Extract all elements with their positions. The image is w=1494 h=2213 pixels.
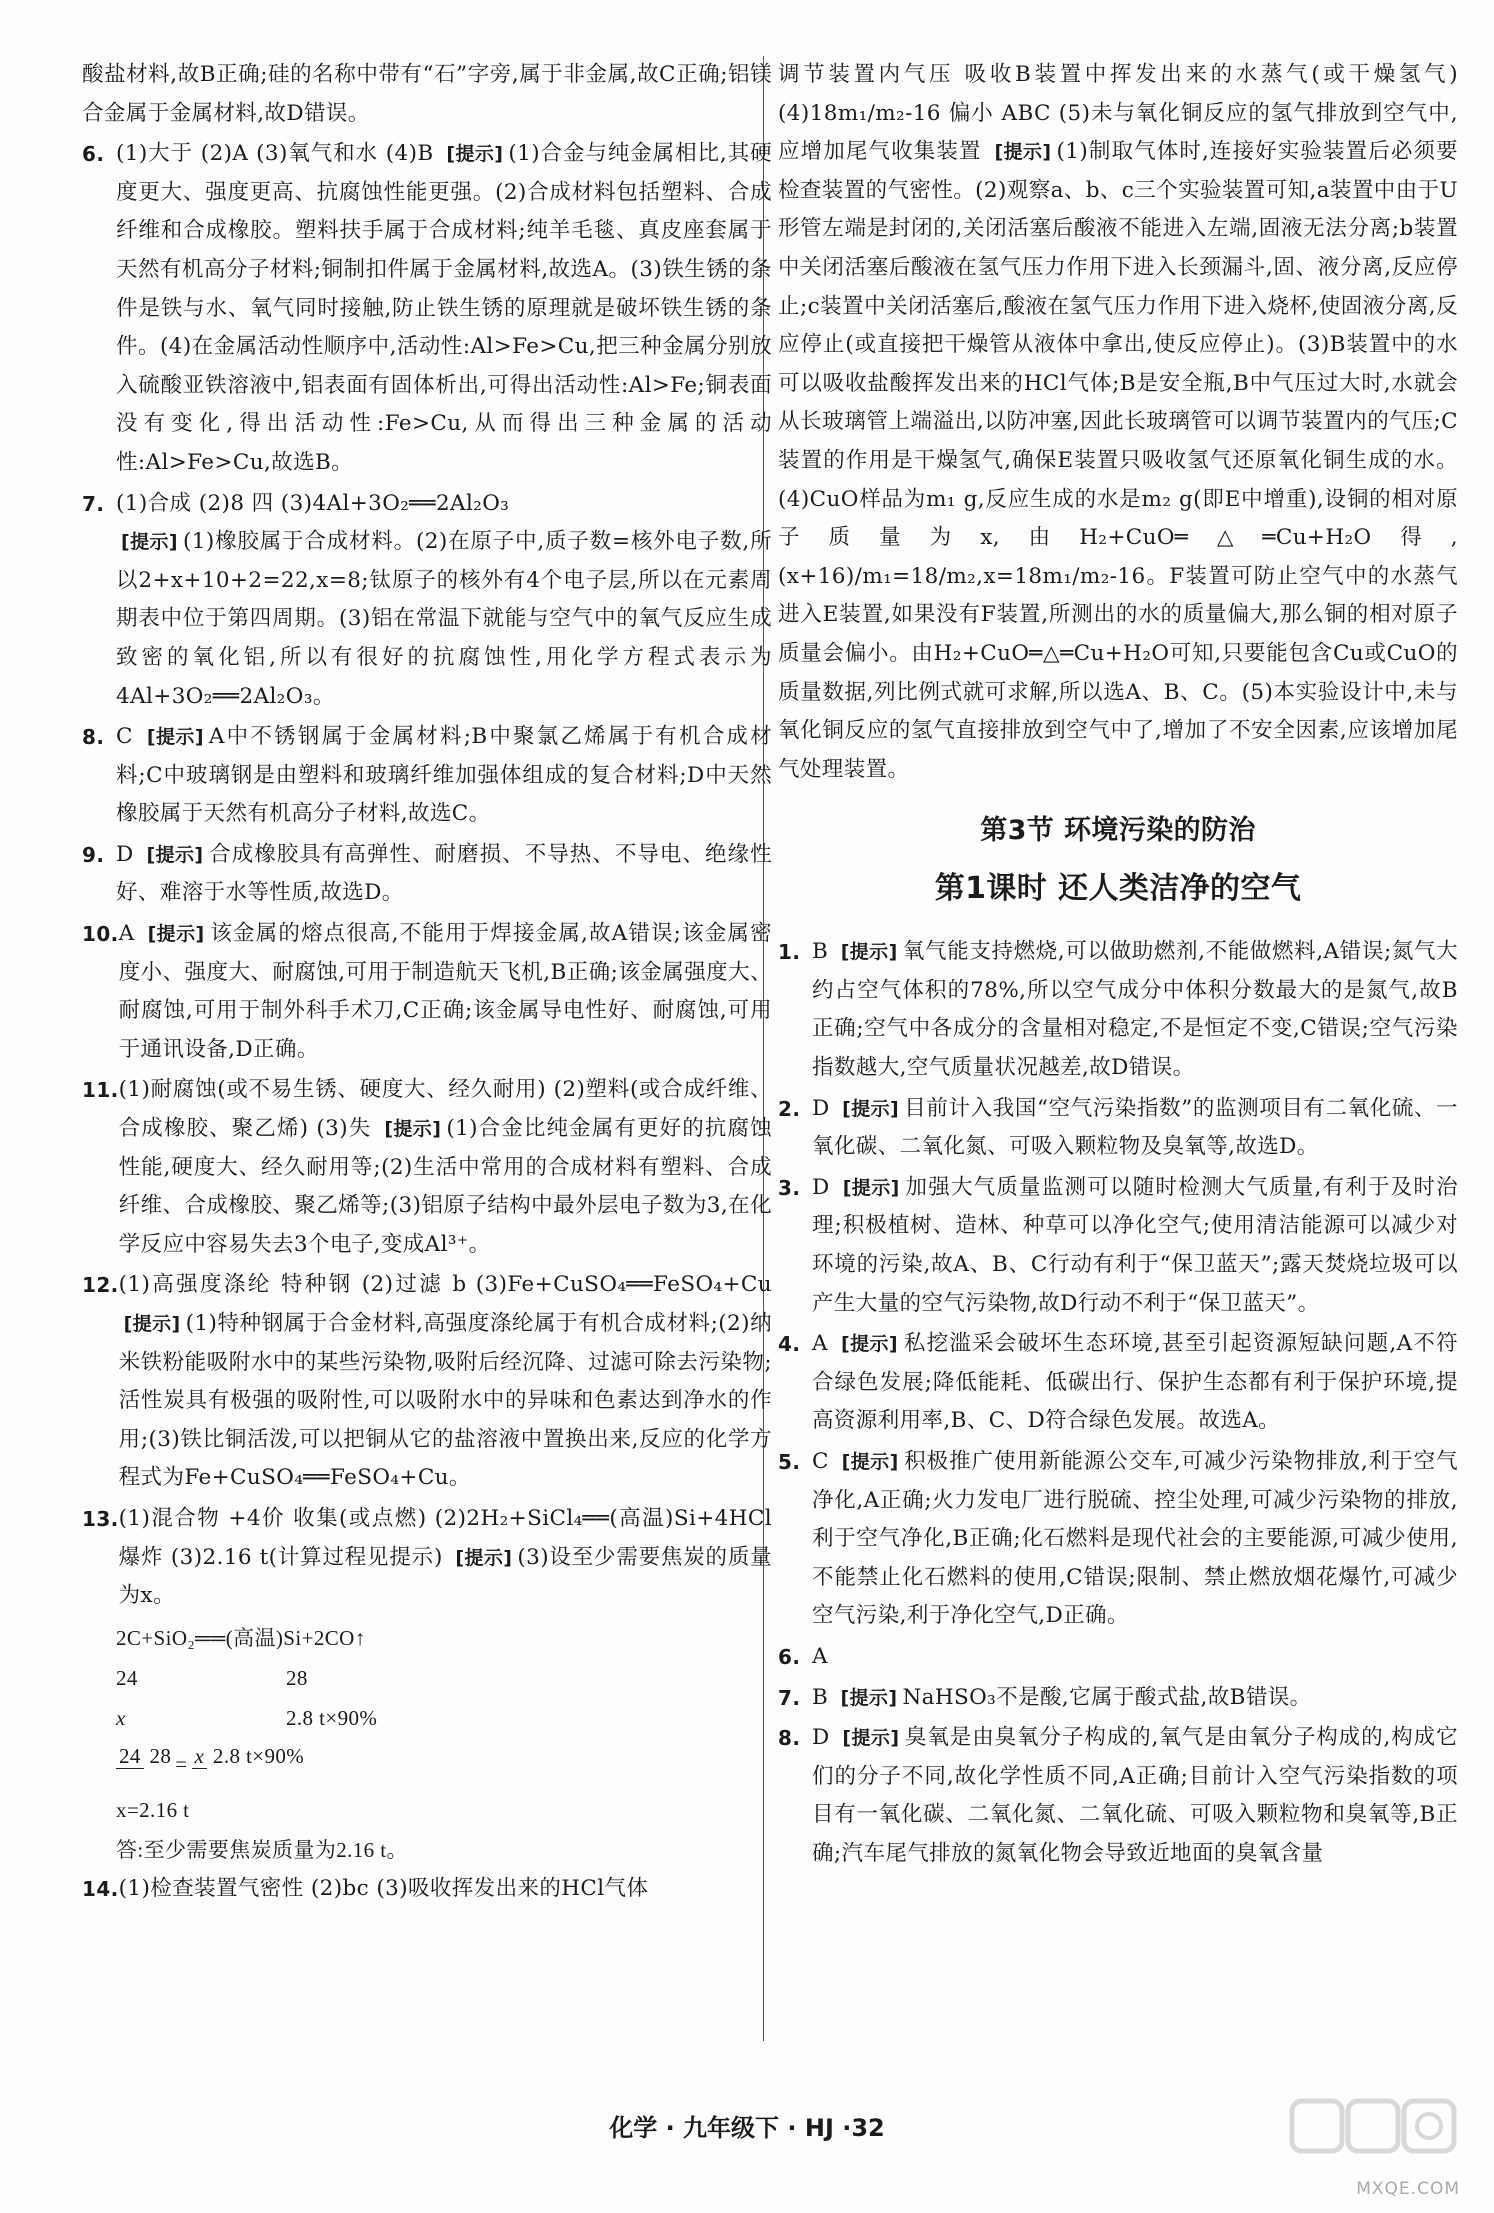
question-11 <box>82 1071 772 1264</box>
hint-text: (3)设至少需要焦炭的质量为x。 <box>118 1544 773 1609</box>
calc-cell: 2.8 t×90% <box>286 1705 378 1730</box>
watermark-url: MXQE.COM <box>1356 2179 1460 2199</box>
watermark-logo-icon <box>1286 2093 1466 2193</box>
hint-tag: [提示] <box>842 1176 900 1199</box>
hint-tag: [提示] <box>146 726 204 749</box>
answer: A <box>812 1331 828 1357</box>
hint-text: 私挖滥采会破坏生态环境,甚至引起资源短缺问题,A不符合绿色发展;降低能耗、低碳出行、保护生态都有利于保护环境,提高资源利用率,B、C、D符合绿色发展。故选A。 <box>812 1331 1458 1434</box>
frac-denominator: 28 <box>149 1743 172 1768</box>
frac-denominator: 2.8 t×90% <box>212 1743 305 1768</box>
calc-equation: 2C+SiO₂══(高温)Si+2CO↑ <box>116 1625 366 1650</box>
calc-result: x=2.16 t <box>116 1797 190 1822</box>
exercise-5 <box>778 1443 1458 1636</box>
calculation-block <box>82 1618 772 1870</box>
question-number: 2. <box>778 1096 801 1121</box>
exercise-1 <box>778 933 1458 1087</box>
calc-proportion <box>116 1738 772 1790</box>
question-number: 14. <box>82 1876 119 1901</box>
question-number: 5. <box>778 1450 801 1474</box>
hint-tag: [提示] <box>994 141 1052 164</box>
lesson-title: 第1课时 还人类洁净的空气 <box>934 871 1302 907</box>
answer: (1)检查装置气密性 (2)bc (3)吸收挥发出来的HCl气体 <box>118 1875 649 1901</box>
question-number: 9. <box>82 842 105 867</box>
question-8 <box>82 718 772 834</box>
question-number: 1. <box>778 940 801 965</box>
hint-text: 该金属的熔点很高,不能用于焊接金属,故A错误;该金属密度小、强度大、耐腐蚀,可用于制造航天飞机,B正确;该金属强度大、耐腐蚀,可用于制外科手术刀,C正确;该金属导电性好、耐腐蚀,可用于通讯设备,D正确。 <box>118 921 772 1062</box>
answer: D <box>812 1095 830 1121</box>
calc-answer: 答:至少需要焦炭质量为2.16 t。 <box>116 1837 408 1862</box>
hint-text: (1)制取气体时,连接好实验装置后必须要检查装置的气密性。(2)观察a、b、c三个实验装置可知,a装置中由于U形管左端是封闭的,关闭活塞后酸液不能进入左端,固液无法分离;b装置中关闭活塞后酸液在氢气压力作用下进入长颈漏斗,固、液分离,反应停止;c装置中关闭活塞后,酸液在氢气压力作用下进入烧杯,使固液分离,反应停止(或直接把干燥管从液体中拿出,使反应停止)。(3)B装置中的水可以吸收盐酸挥发出来的HCl气体;B是安全瓶,B中气压过大时,水就会从长玻璃管上端溢出,以防冲塞,因此长玻璃管可以调节装置内的气压;C装置的作用是干燥氢气,确保E装置只吸收氢气还原氧化铜生成的水。(4)CuO样品为m₁ g,反应生成的水是m₂ g(即E中增重),设铜的相对原子质量为x,由H₂+CuO═△═Cu+H₂O得,(x+16)/m₁=18/m₂,x=18m₁/m₂-16。F装置可防止空气中的水蒸气进入E装置,如果没有F装置,所测出的水的质量偏大,那么铜的相对原子质量会偏小。由H₂+CuO═△═Cu+H₂O可知,只要能包含Cu或CuO的质量数据,列比例式就可求解,所以选A、B、C。(5)本实验设计中,未与氧化铜反应的氢气直接排放到空气中了,增加了不安全因素,应该增加尾气处理装置。 <box>778 139 1458 782</box>
hint-tag: [提示] <box>446 143 504 166</box>
question-number: 12. <box>82 1273 119 1298</box>
hint-text: 积极推广使用新能源公交车,可减少污染物排放,利于空气净化,A正确;火力发电厂进行脱硫、控尘处理,可减少污染物的排放,利于空气净化,B正确;化石燃料是现代社会的主要能源,可减少使用,不能禁止化石燃料的使用,C错误;限制、禁止燃放烟花爆竹,可减少空气污染,利于净化空气,D正确。 <box>812 1449 1459 1629</box>
hint-tag: [提示] <box>455 1546 513 1569</box>
hint-text: (1)橡胶属于合成材料。(2)在原子中,质子数=核外电子数,所以2+x+10+2=22,x=8;钛原子的核外有4个电子层,所以在元素周期表中位于第四周期。(3)铝在常温下就能与空气中的氧气反应生成致密的氧化铝,所以有很好的抗腐蚀性,用化学方程式表示为4Al+3O₂══2Al₂O₃。 <box>116 529 772 709</box>
page-footer: 化学 · 九年级下 · HJ ·32 <box>609 2114 885 2142</box>
exercise-8 <box>778 1719 1458 1873</box>
question-number: 7. <box>82 491 105 516</box>
calc-cell: 28 <box>286 1665 308 1690</box>
question-12 <box>82 1266 772 1498</box>
question-number: 7. <box>778 1685 801 1710</box>
right-column <box>778 56 1458 1876</box>
equals-sign: = <box>175 1751 188 1776</box>
question-number: 8. <box>778 1726 801 1751</box>
answer: D <box>812 1174 830 1200</box>
question-number: 4. <box>778 1332 801 1357</box>
answer: C <box>812 1449 829 1474</box>
intro-text: 酸盐材料,故B正确;硅的名称中带有“石”字旁,属于非金属,故C正确;铝镁合金属于金属材料,故D错误。 <box>82 62 772 126</box>
hint-tag: [提示] <box>842 1097 900 1120</box>
question-number: 11. <box>82 1078 119 1103</box>
answer: A <box>118 921 135 947</box>
calc-row-mass <box>116 1698 772 1738</box>
answer: C <box>116 724 133 750</box>
question-10 <box>82 915 772 1069</box>
hint-tag: [提示] <box>841 1451 899 1473</box>
answer: B <box>812 939 829 965</box>
answer: (1)混合物 +4价 收集(或点燃) (2)2H₂+SiCl₄══(高温)Si+4HCl 爆炸 (3)2.16 t(计算过程见提示) <box>118 1505 772 1570</box>
hint-tag: [提示] <box>841 1333 899 1356</box>
calc-row-molar <box>116 1658 772 1698</box>
q14-continued: 调节装置内气压 吸收B装置中挥发出来的水蒸气(或干燥氢气) (4)18m₁/m₂-16 偏小 ABC (5)未与氧化铜反应的氢气排放到空气中,应增加尾气收集装置 <box>778 62 1458 165</box>
answer: (1)大于 (2)A (3)氧气和水 (4)B <box>116 141 434 167</box>
question-number: 13. <box>82 1506 119 1531</box>
answer: (1)高强度涤纶 特种钢 (2)过滤 b (3)Fe+CuSO₄══FeSO₄+Cu <box>118 1272 772 1298</box>
answer: A <box>812 1643 828 1669</box>
exercise-2 <box>778 1090 1458 1167</box>
left-column <box>82 56 772 1910</box>
hint-text: A中不锈钢属于金属材料;B中聚氯乙烯属于有机合成材料;C中玻璃钢是由塑料和玻璃纤维加强体组成的复合材料;D中天然橡胶属于天然有机高分子材料,故选C。 <box>116 724 773 827</box>
calc-cell: x <box>116 1705 126 1730</box>
answer: D <box>116 841 134 867</box>
frac-numerator: x <box>192 1744 208 1769</box>
question-6 <box>82 135 772 482</box>
hint-text: 氧气能支持燃烧,可以做助燃剂,不能做燃料,A错误;氮气大约占空气体积的78%,所以空气成分中体积分数最大的是氮气,故B正确;空气中各成分的含量相对稳定,不是恒定不变,C错误;空气污染指数越大,空气质量状况越差,故D错误。 <box>812 939 1459 1081</box>
question-14 <box>82 1870 772 1909</box>
hint-tag: [提示] <box>840 941 898 964</box>
hint-tag: [提示] <box>842 1727 900 1750</box>
question-9 <box>82 836 772 913</box>
question-number: 10. <box>82 922 119 947</box>
exercise-7 <box>778 1679 1458 1718</box>
hint-text: 臭氧是由臭氧分子构成的,氧气是由氧分子构成的,构成它们的分子不同,故化学性质不同,A正确;目前计入空气污染指数的项目有一氧化碳、二氧化氮、二氧化硫、可吸入颗粒物和臭氧等,B正确;汽车尾气排放的氮氧化物会导致近地面的臭氧含量 <box>812 1725 1459 1866</box>
frac-numerator: 24 <box>116 1744 144 1769</box>
exercise-3 <box>778 1169 1458 1323</box>
question-number: 6. <box>82 142 105 167</box>
hint-tag: [提示] <box>147 923 205 946</box>
exercise-6 <box>778 1638 1458 1677</box>
answer: B <box>812 1684 829 1710</box>
section-title: 第3节 环境污染的防治 <box>980 815 1256 847</box>
calc-cell: 24 <box>116 1665 138 1690</box>
question-13 <box>82 1500 772 1616</box>
hint-tag: [提示] <box>840 1686 898 1709</box>
answer: (1)合成 (2)8 四 (3)4Al+3O₂══2Al₂O₃ <box>116 490 510 516</box>
answer: D <box>812 1725 830 1751</box>
hint-text: (1)合金与纯金属相比,其硬度更大、强度更高、抗腐蚀性能更强。(2)合成材料包括塑料、合成纤维和合成橡胶。塑料扶手属于合成材料;纯羊毛毯、真皮座套属于天然有机高分子材料;铜制扣件属于金属材料,故选A。(3)铁生锈的条件是铁与水、氧气同时接触,防止铁生锈的原理就是破坏铁生锈的条件。(4)在金属活动性顺序中,活动性:Al>Fe>Cu,把三种金属分别放入硫酸亚铁溶液中,铝表面有固体析出,可得出活动性:Al>Fe;铜表面没有变化,得出活动性:Fe>Cu,从而得出三种金属的活动性:Al>Fe>Cu,故选B。 <box>116 141 773 475</box>
question-number: 8. <box>82 725 105 750</box>
hint-text: (1)特种钢属于合金材料,高强度涤纶属于有机合成材料;(2)纳米铁粉能吸附水中的某些污染物,吸附后经沉降、过滤可除去污染物;活性炭具有极强的吸附性,可以吸附水中的异味和色素达到净水的作用;(3)铁比铜活泼,可以把铜从它的盐溶液中置换出来,反应的化学方程式为Fe+CuSO₄══FeSO₄+Cu。 <box>118 1311 772 1491</box>
hint-tag: [提示] <box>384 1118 442 1141</box>
hint-text: NaHSO₃不是酸,它属于酸式盐,故B错误。 <box>902 1684 1312 1710</box>
hint-tag: [提示] <box>121 531 178 554</box>
answer: (1)耐腐蚀(或不易生锈、硬度大、经久耐用) (2)塑料(或合成纤维、合成橡胶、聚乙烯) (3)失 <box>118 1077 772 1142</box>
hint-tag: [提示] <box>146 843 204 866</box>
question-number: 6. <box>778 1644 801 1669</box>
hint-text: 目前计入我国“空气污染指数”的监测项目有二氧化硫、一氧化碳、二氧化氮、可吸入颗粒物及臭氧等,故选D。 <box>812 1095 1459 1160</box>
question-number: 3. <box>778 1175 801 1200</box>
hint-text: 合成橡胶具有高弹性、耐磨损、不导热、不导电、绝缘性好、难溶于水等性质,故选D。 <box>116 841 772 906</box>
hint-text: (1)合金比纯金属有更好的抗腐蚀性能,硬度大、经久耐用等;(2)生活中常用的合成材料有塑料、合成纤维、合成橡胶、聚乙烯等;(3)铝原子结构中最外层电子数为3,在化学反应中容易失去3个电子,变成Al³⁺。 <box>118 1116 773 1257</box>
question-7 <box>82 485 772 717</box>
hint-text: 加强大气质量监测可以随时检测大气质量,有利于及时治理;积极植树、造林、种草可以净化空气;使用清洁能源可以减少对环境的污染,故A、B、C行动有利于“保卫蓝天”;露天焚烧垃圾可以产生大量的空气污染物,故D行动不利于“保卫蓝天”。 <box>812 1174 1459 1316</box>
exercise-4 <box>778 1325 1458 1441</box>
hint-tag: [提示] <box>123 1313 181 1335</box>
